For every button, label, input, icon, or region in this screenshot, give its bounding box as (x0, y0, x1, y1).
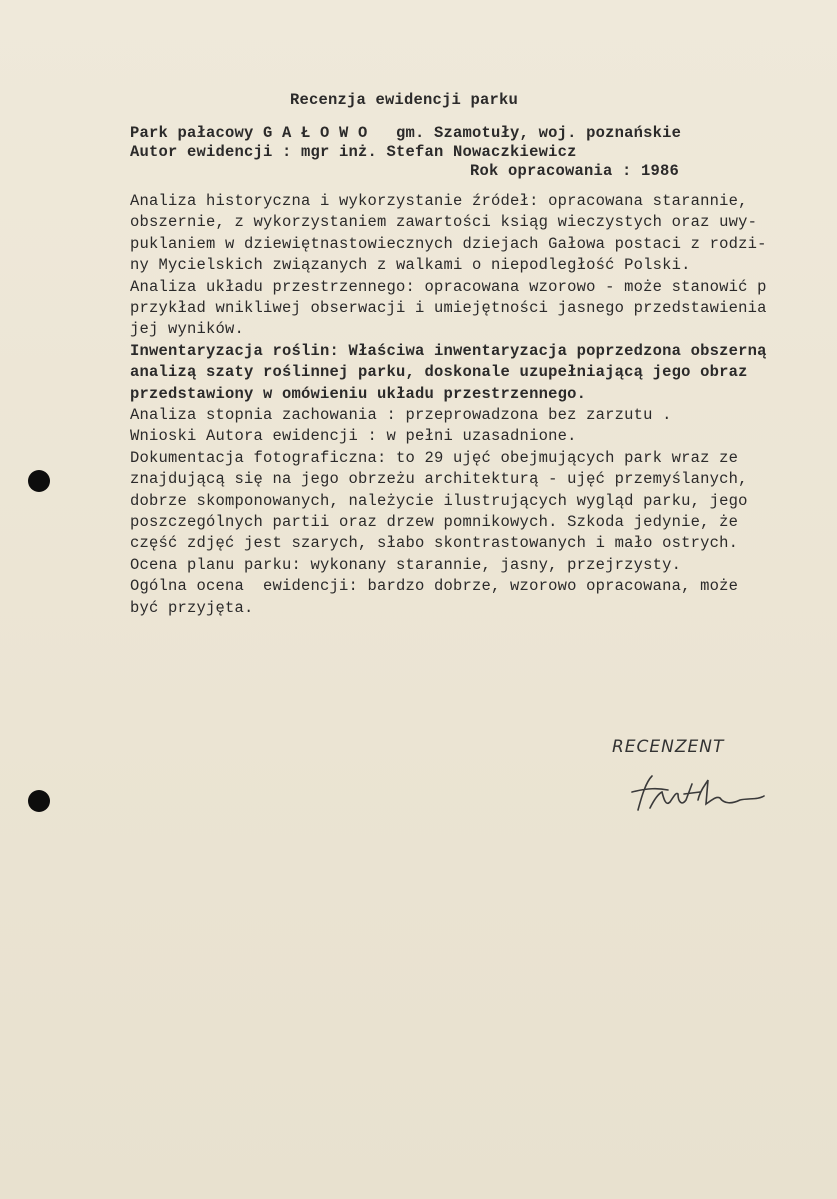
review-text-line: Inwentaryzacja roślin: Właściwa inwentaryzacja poprzedzona obszerną (130, 341, 767, 360)
review-text-line: Ocena planu parku: wykonany starannie, jasny, przejrzysty. (130, 555, 682, 574)
document-title: Recenzja ewidencji parku (290, 91, 519, 109)
review-text-line: jej wyników. (130, 320, 245, 339)
author-line: Autor ewidencji : mgr inż. Stefan Nowaczkiewicz (130, 143, 577, 161)
review-text-line: Analiza układu przestrzennego: opracowana wzorowo - może stanowić p (130, 277, 767, 296)
park-line: Park pałacowy G A Ł O W O gm. Szamotuły, woj. poznańskie (130, 124, 682, 142)
review-text-line: część zdjęć jest szarych, słabo skontrastowanych i mało ostrych. (130, 534, 739, 553)
review-text-line: dobrze skomponowanych, należycie ilustrujących wygląd parku, jego (130, 491, 748, 510)
handwritten-signature (628, 770, 778, 820)
review-text-line: Ogólna ocena ewidencji: bardzo dobrze, wzorowo opracowana, może (130, 577, 739, 596)
signature-label: RECENZENT (612, 737, 725, 757)
punch-hole (28, 470, 50, 492)
review-text-line: Analiza historyczna i wykorzystanie źródeł: opracowana starannie, (130, 192, 748, 210)
review-text-line: przedstawiony w omówieniu układu przestrzennego. (130, 384, 587, 403)
review-text-line: obszernie, z wykorzystaniem zawartości ksiąg wieczystych oraz uwy- (130, 213, 758, 232)
review-text-line: analizą szaty roślinnej parku, doskonale uzupełniającą jego obraz (130, 363, 748, 382)
review-text-line: przykład wnikliwej obserwacji i umiejętności jasnego przedstawienia (130, 299, 767, 317)
review-text-line: Analiza stopnia zachowania : przeprowadzona bez zarzutu . (130, 406, 672, 424)
review-text-line: znajdującą się na jego obrzeżu architekturą - ujęć przemyślanych, (130, 470, 748, 489)
review-text-line: ny Mycielskich związanych z walkami o niepodległość Polski. (130, 256, 691, 275)
punch-hole (28, 790, 50, 812)
review-text-line: Dokumentacja fotograficzna: to 29 ujęć obejmujących park wraz ze (130, 448, 739, 467)
review-text-line: być przyjęta. (130, 598, 254, 617)
review-text-line: Wnioski Autora ewidencji : w pełni uzasadnione. (130, 427, 577, 446)
review-text-line: puklaniem w dziewiętnastowiecznych dziejach Gałowa postaci z rodzi- (130, 234, 767, 253)
review-text-line: poszczególnych partii oraz drzew pomnikowych. Szkoda jedynie, że (130, 513, 739, 531)
year-line: Rok opracowania : 1986 (470, 162, 680, 180)
